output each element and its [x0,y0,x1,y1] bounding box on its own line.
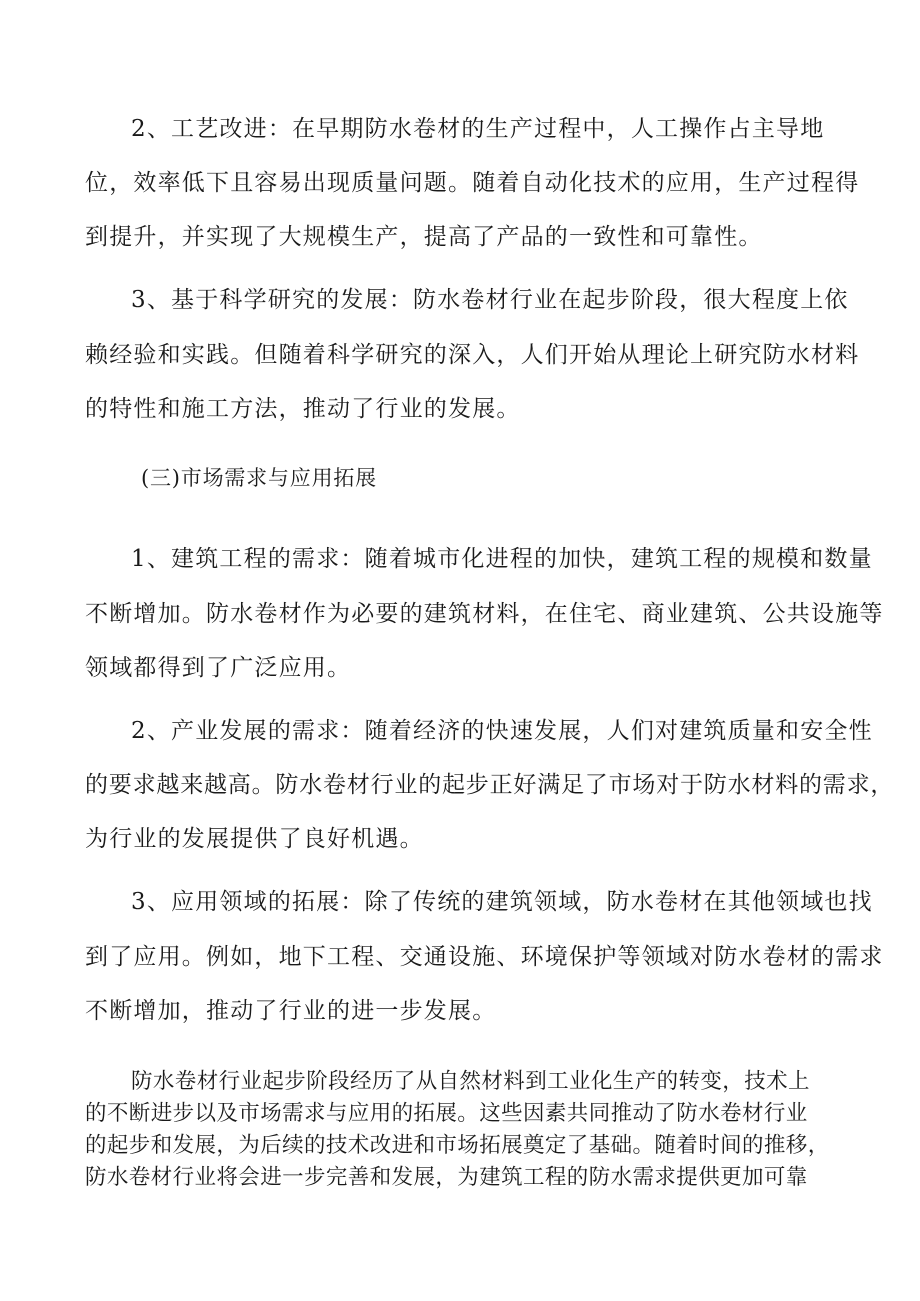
paragraph-2-line-3: 的特性和施工方法，推动了行业的发展。 [85,396,521,422]
paragraph-5-line-3: 不断增加，推动了行业的进一步发展。 [85,998,497,1024]
paragraph-6-line-1: 防水卷材行业起步阶段经历了从自然材料到工业化生产的转变，技术上 [131,1069,810,1094]
paragraph-6-line-3: 的起步和发展，为后续的技术改进和市场拓展奠定了基础。随着时间的推移， [85,1133,830,1158]
paragraph-6-line-4: 防水卷材行业将会进一步完善和发展，为建筑工程的防水需求提供更加可靠 [85,1165,808,1190]
paragraph-1-line-2: 位，效率低下且容易出现质量问题。随着自动化技术的应用，生产过程得 [85,170,860,196]
paragraph-3-line-3: 领域都得到了广泛应用。 [85,655,352,681]
paragraph-5-line-2: 到了应用。例如，地下工程、交通设施、环境保护等领域对防水卷材的需求 [85,944,884,970]
paragraph-2-line-1: 3、基于科学研究的发展：防水卷材行业在起步阶段，很大程度上依 [131,287,849,313]
paragraph-3-line-2: 不断增加。防水卷材作为必要的建筑材料，在住宅、商业建筑、公共设施等 [85,601,884,627]
section-heading: (三)市场需求与应用拓展 [141,466,377,490]
paragraph-4-line-1: 2、产业发展的需求：随着经济的快速发展，人们对建筑质量和安全性 [131,718,873,744]
paragraph-5-line-1: 3、应用领域的拓展：除了传统的建筑领域，防水卷材在其他领域也找 [131,889,873,915]
paragraph-1-line-3: 到提升，并实现了大规模生产，提高了产品的一致性和可靠性。 [85,224,763,250]
paragraph-4-line-3: 为行业的发展提供了良好机遇。 [85,826,424,852]
paragraph-2-line-2: 赖经验和实践。但随着科学研究的深入，人们开始从理论上研究防水材料 [85,342,860,368]
paragraph-4-line-2: 的要求越来越高。防水卷材行业的起步正好满足了市场对于防水材料的需求， [85,772,895,798]
paragraph-6-line-2: 的不断进步以及市场需求与应用的拓展。这些因素共同推动了防水卷材行业 [85,1101,808,1126]
paragraph-1-line-1: 2、工艺改进：在早期防水卷材的生产过程中，人工操作占主导地 [131,116,825,142]
paragraph-3-line-1: 1、建筑工程的需求：随着城市化进程的加快，建筑工程的规模和数量 [131,546,873,572]
